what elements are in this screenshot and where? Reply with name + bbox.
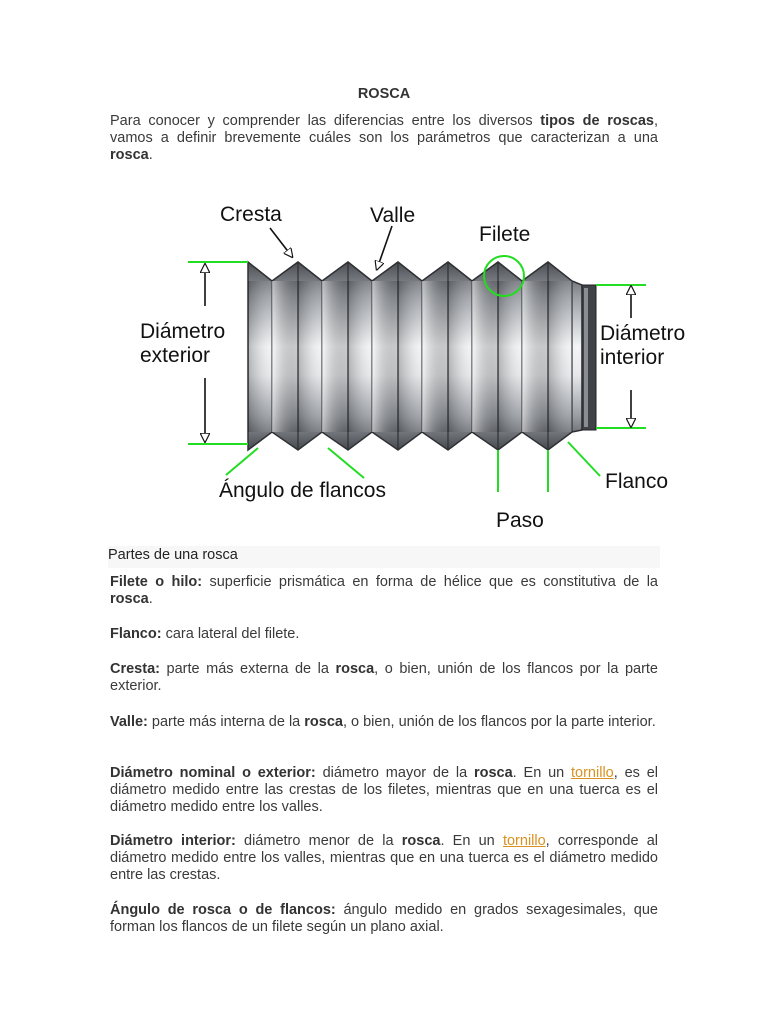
definition-diametro-interior [110,833,658,884]
intro-paragraph [110,113,658,164]
definition-flanco [110,626,658,643]
term-flanco: Flanco: [110,626,162,642]
label-valle: Valle [370,204,416,227]
label-flanco: Flanco [605,470,669,493]
bold-rosca: rosca [401,833,441,849]
thread-diagram [108,180,706,540]
label-diametro-interior-1: Diámetro [600,322,686,345]
intro-bold-tipos: tipos de roscas [540,113,654,129]
bold-rosca: rosca [473,765,513,781]
term-valle: Valle: [110,714,148,730]
tornillo-link[interactable]: tornillo [502,833,546,849]
definition-filete [110,574,658,608]
definition-text: ángulo medido en grados sexagesimales, que forman los flancos de un filete según un plano axial. [110,902,658,935]
definition-text: diámetro menor de la [235,833,402,849]
label-diametro-interior-2: interior [600,346,665,369]
label-diametro-exterior-2: exterior [140,344,211,367]
figure-caption: Partes de una rosca [108,546,660,568]
bold-rosca: rosca [110,591,149,607]
definition-text: . [148,591,153,607]
definition-text: . En un [440,833,503,849]
term-diametro-nominal: Diámetro nominal o exterior: [110,765,316,781]
definition-angulo [110,902,658,936]
definition-text: . En un [512,765,572,781]
bold-rosca: rosca [304,714,343,730]
definition-cresta [110,661,658,695]
intro-text-2: , vamos a definir brevemente cuáles son los parámetros que caracterizan a una [110,113,659,146]
definition-text: , es el diámetro medido entre las crestas de los filetes, mientras que en una tuerca es el diámetro medido entre los valles. [110,765,658,815]
term-diametro-interior: Diámetro interior: [110,833,236,849]
intro-text-3: . [148,147,153,163]
term-angulo: Ángulo de rosca o de flancos: [110,902,336,918]
definition-diametro-nominal [110,765,658,816]
thread-body [248,262,596,450]
definition-text: , corresponde al diámetro medido entre los valles, mientras que en una tuerca es el diámetro medido entre las crestas. [110,833,658,883]
definition-text: , o bien, unión de los flancos por la parte exterior. [110,661,658,694]
label-paso: Paso [496,509,544,532]
label-filete: Filete [479,223,531,246]
intro-text-1: Para conocer y comprender las diferencias entre los diversos [110,113,541,129]
tornillo-link[interactable]: tornillo [571,765,614,781]
definition-text: , o bien, unión de los flancos por la parte interior. [342,714,656,730]
definition-valle [110,714,658,731]
definition-text: cara lateral del filete. [161,626,300,642]
page-title: ROSCA [357,86,411,102]
label-cresta: Cresta [220,203,282,226]
definition-text: diámetro mayor de la [315,765,474,781]
definition-text: parte más interna de la [147,714,305,730]
bold-rosca: rosca [335,661,375,677]
definition-text: superficie prismática en forma de hélice que es constitutiva de la [202,574,658,590]
term-cresta: Cresta: [110,661,160,677]
label-diametro-exterior-1: Diámetro [140,320,226,343]
label-angulo-de-flancos: Ángulo de flancos [219,479,386,502]
intro-bold-rosca: rosca [110,147,149,163]
definition-text: parte más externa de la [159,661,336,677]
term-filete: Filete o hilo: [110,574,203,590]
